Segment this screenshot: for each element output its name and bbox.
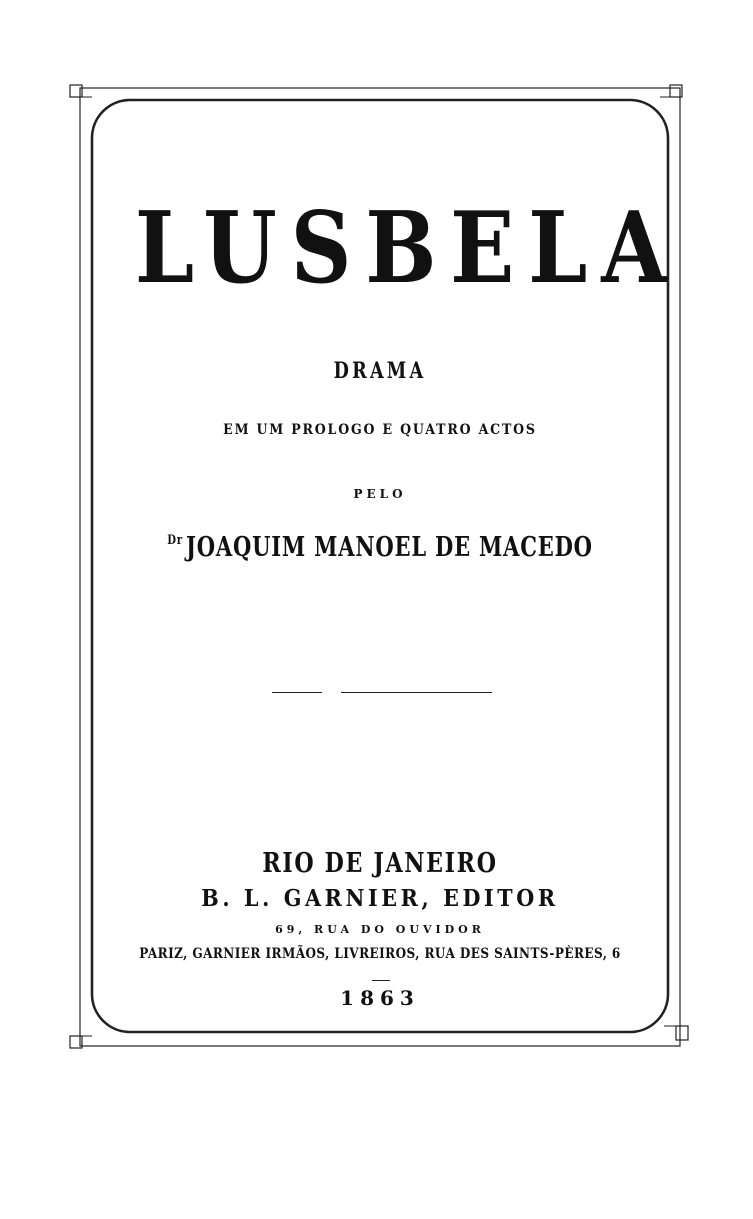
book-subtitle: EM UM PROLOGO E QUATRO ACTOS [223, 422, 537, 438]
author-name: JOAQUIM MANOEL DE MACEDO [186, 532, 593, 563]
imprint-address: 69, RUA DO OUVIDOR [275, 923, 485, 936]
year-rule [372, 980, 390, 981]
divider-long [341, 692, 492, 693]
imprint-year: 1863 [340, 986, 420, 1010]
book-genre: DRAMA [333, 358, 427, 384]
title-page [95, 100, 681, 1030]
byline-label: PELO [353, 487, 407, 501]
divider-short [272, 692, 322, 693]
author-line [158, 532, 603, 563]
author-prefix: Dr [167, 533, 183, 548]
imprint-paris: PARIZ, GARNIER IRMÃOS, LIVREIROS, RUA DES SAINTS-PÈRES, 6 [139, 946, 621, 962]
imprint-publisher: B. L. GARNIER, EDITOR [201, 885, 559, 912]
book-title: LUSBELA [134, 191, 681, 306]
imprint-city: RIO DE JANEIRO [262, 848, 498, 879]
